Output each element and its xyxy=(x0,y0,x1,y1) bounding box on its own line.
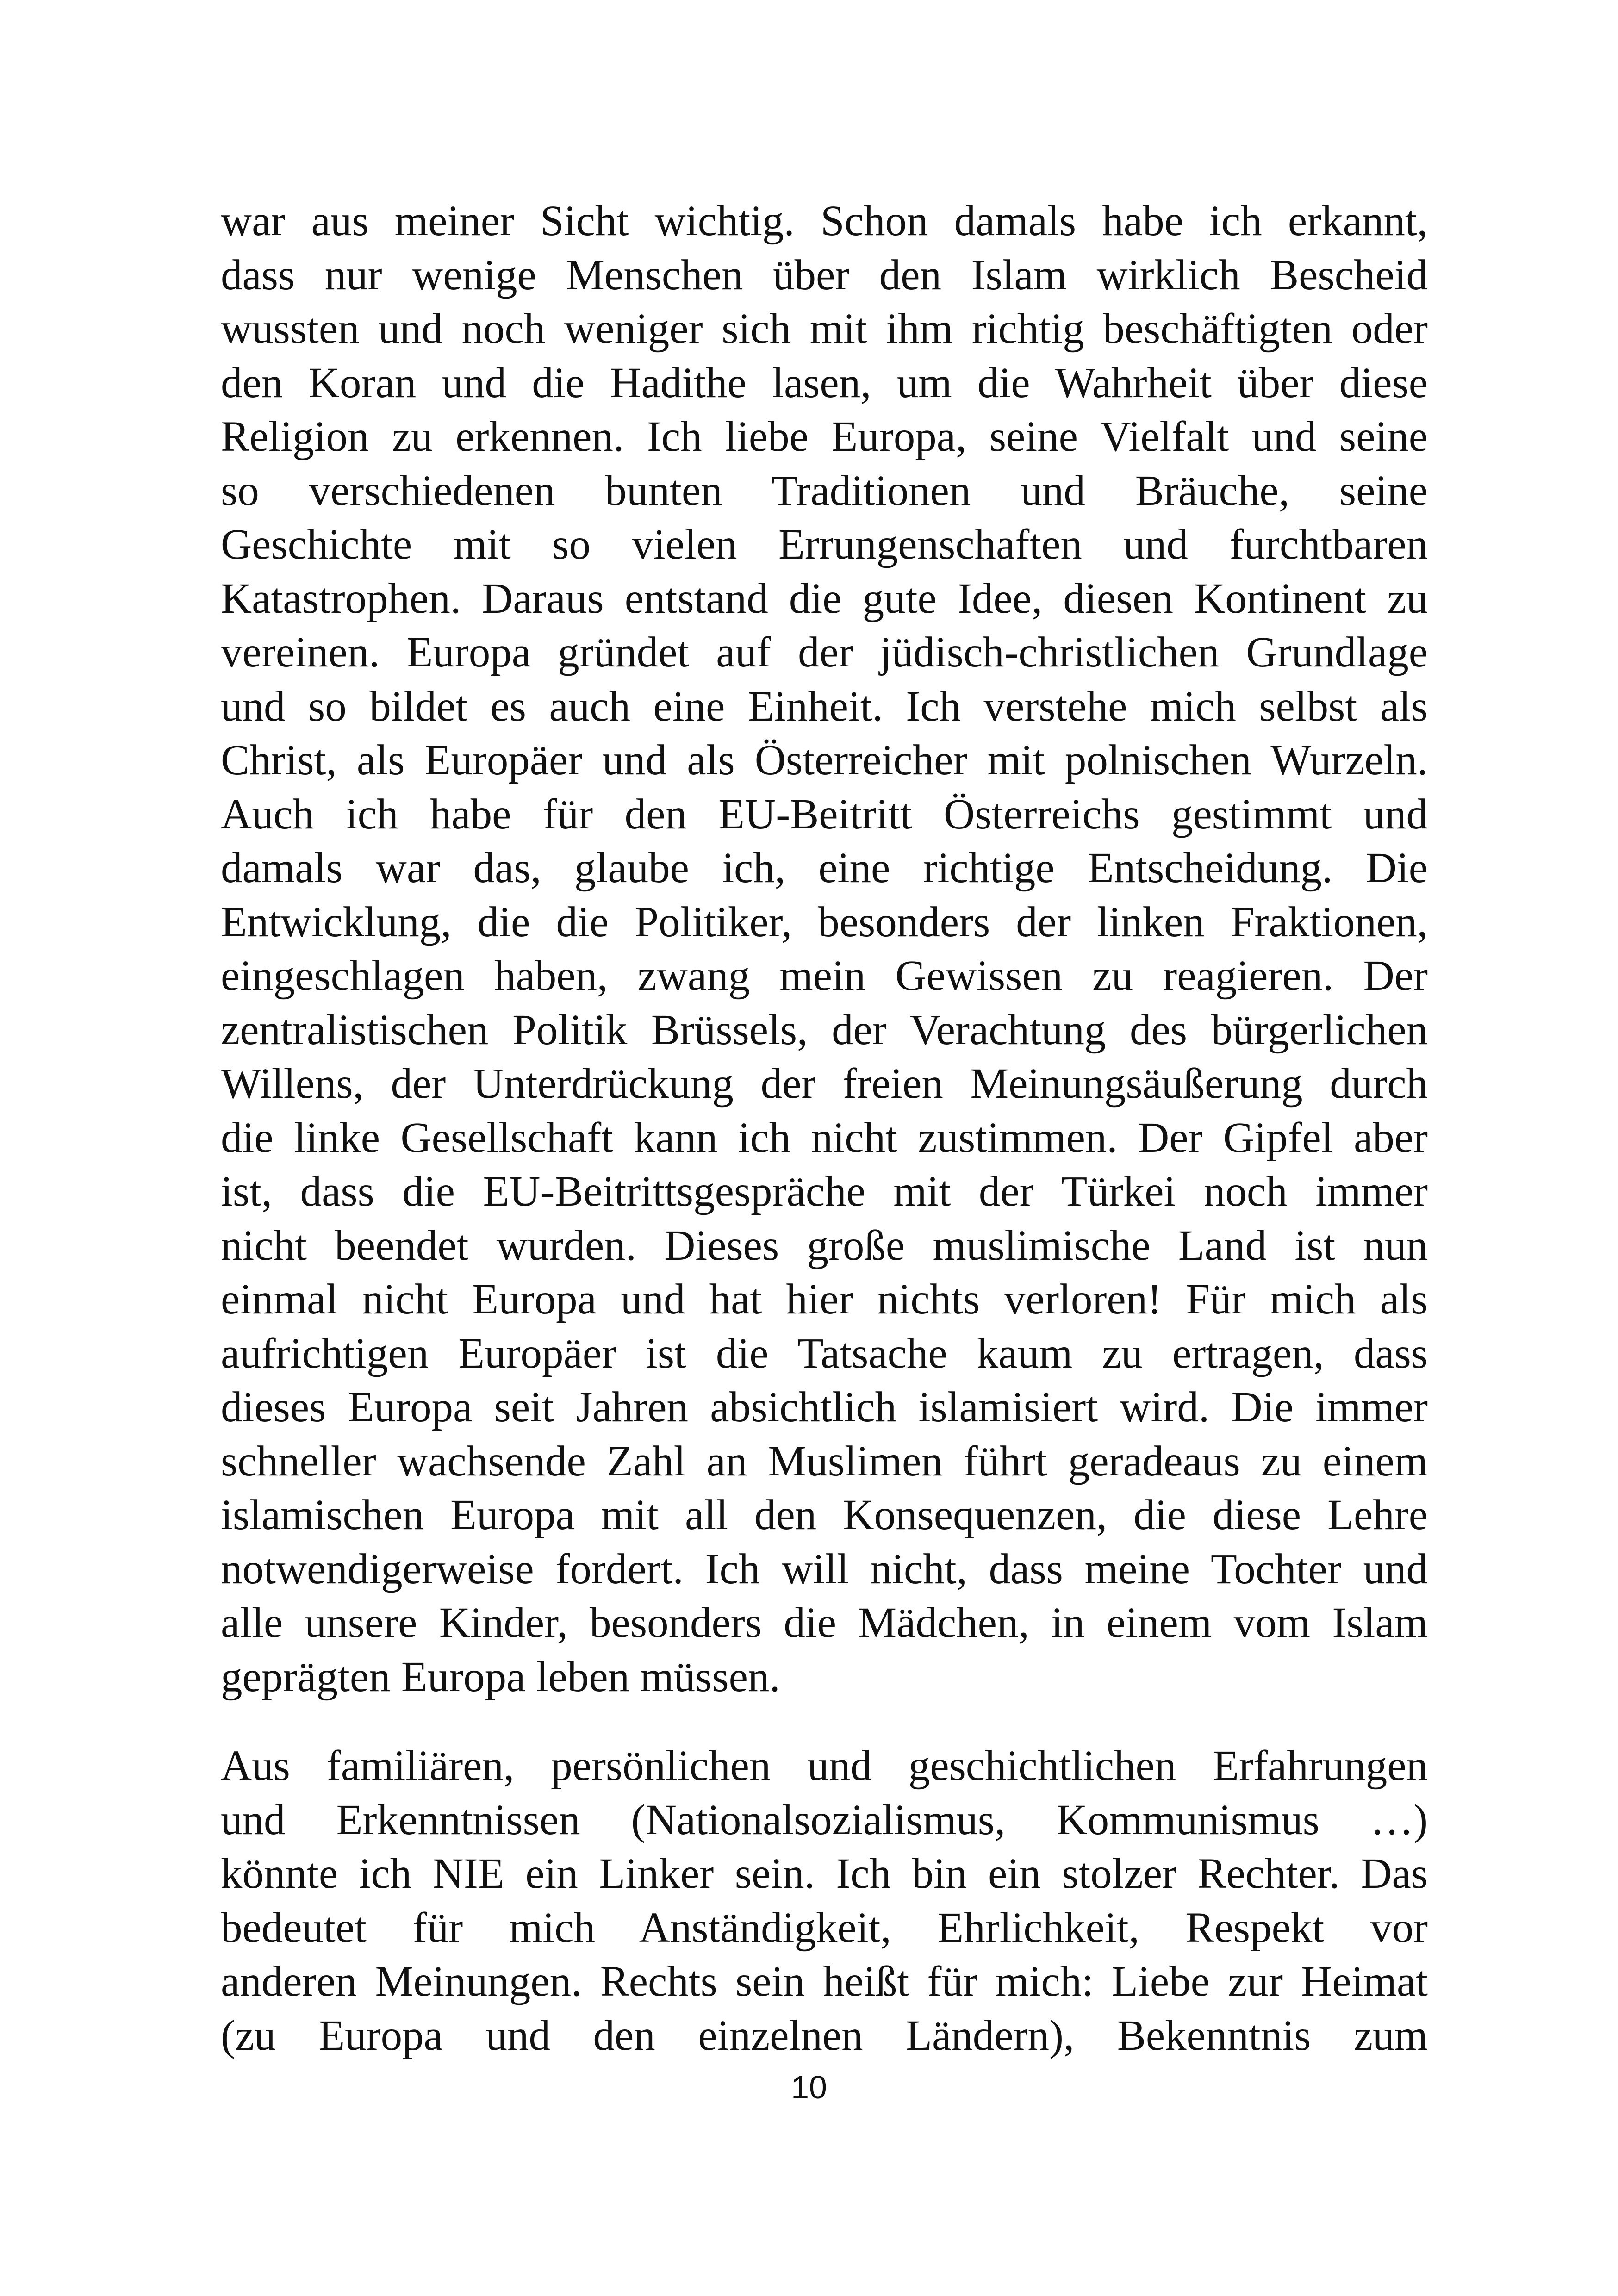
text-line: und so bildet es auch eine Einheit. Ich verstehe mich selbst als xyxy=(221,682,1428,730)
paragraph xyxy=(221,194,1428,1704)
text-line: Entwicklung, die die Politiker, besonders der linken Fraktionen, xyxy=(221,898,1428,946)
text-line: Katastrophen. Daraus entstand die gute Idee, diesen Kontinent zu xyxy=(221,574,1428,622)
text-line: so verschiedenen bunten Traditionen und Bräuche, seine xyxy=(221,467,1428,515)
text-line: den Koran und die Hadithe lasen, um die Wahrheit über diese xyxy=(221,359,1428,407)
text-line: (zu Europa und den einzelnen Ländern), Bekenntnis zum xyxy=(221,2011,1428,2060)
text-line: könnte ich NIE ein Linker sein. Ich bin ein stolzer Rechter. Das xyxy=(221,1850,1428,1898)
paragraph xyxy=(221,1739,1428,2063)
text-line: vereinen. Europa gründet auf der jüdisch-christlichen Grundlage xyxy=(221,628,1428,676)
text-line: anderen Meinungen. Rechts sein heißt für mich: Liebe zur Heimat xyxy=(221,1958,1428,2005)
text-line: wussten und noch weniger sich mit ihm richtig beschäftigten oder xyxy=(221,305,1428,353)
text-line: geprägten Europa leben müssen. xyxy=(221,1653,780,1701)
text-line: dass nur wenige Menschen über den Islam wirklich Bescheid xyxy=(221,251,1428,299)
text-line: Religion zu erkennen. Ich liebe Europa, seine Vielfalt und seine xyxy=(221,413,1428,460)
text-line: die linke Gesellschaft kann ich nicht zustimmen. Der Gipfel aber xyxy=(221,1114,1428,1162)
body-text xyxy=(221,194,1428,2063)
text-line: war aus meiner Sicht wichtig. Schon damals habe ich erkannt, xyxy=(221,197,1428,245)
text-line: aufrichtigen Europäer ist die Tatsache kaum zu ertragen, dass xyxy=(221,1329,1428,1377)
text-line: nicht beendet wurden. Dieses große muslimische Land ist nun xyxy=(221,1221,1428,1269)
text-line: einmal nicht Europa und hat hier nichts verloren! Für mich als xyxy=(221,1276,1428,1323)
text-line: eingeschlagen haben, zwang mein Gewissen zu reagieren. Der xyxy=(221,952,1428,1000)
text-line: notwendigerweise fordert. Ich will nicht, dass meine Tochter und xyxy=(221,1545,1428,1593)
text-line: Willens, der Unterdrückung der freien Meinungsäußerung durch xyxy=(221,1060,1428,1108)
text-line: islamischen Europa mit all den Konsequenzen, die diese Lehre xyxy=(221,1491,1428,1539)
text-line: Christ, als Europäer und als Österreicher mit polnischen Wurzeln. xyxy=(221,736,1428,784)
text-line: Aus familiären, persönlichen und geschichtlichen Erfahrungen xyxy=(221,1742,1428,1790)
text-line: Geschichte mit so vielen Errungenschaften und furchtbaren xyxy=(221,521,1428,568)
text-line: und Erkenntnissen (Nationalsozialismus, Kommunismus …) xyxy=(221,1796,1428,1844)
text-line: Auch ich habe für den EU-Beitritt Österreichs gestimmt und xyxy=(221,790,1428,838)
text-line: alle unsere Kinder, besonders die Mädchen, in einem vom Islam xyxy=(221,1599,1428,1647)
page-number: 10 xyxy=(791,2069,827,2105)
text-line: zentralistischen Politik Brüssels, der Verachtung des bürgerlichen xyxy=(221,1006,1428,1054)
text-line: dieses Europa seit Jahren absichtlich islamisiert wird. Die immer xyxy=(221,1383,1428,1431)
text-line: bedeutet für mich Anständigkeit, Ehrlichkeit, Respekt vor xyxy=(221,1904,1428,1952)
text-line: ist, dass die EU-Beitrittsgespräche mit der Türkei noch immer xyxy=(221,1168,1428,1215)
text-line: damals war das, glaube ich, eine richtige Entscheidung. Die xyxy=(221,844,1428,892)
text-line: schneller wachsende Zahl an Muslimen führt geradeaus zu einem xyxy=(221,1437,1428,1485)
